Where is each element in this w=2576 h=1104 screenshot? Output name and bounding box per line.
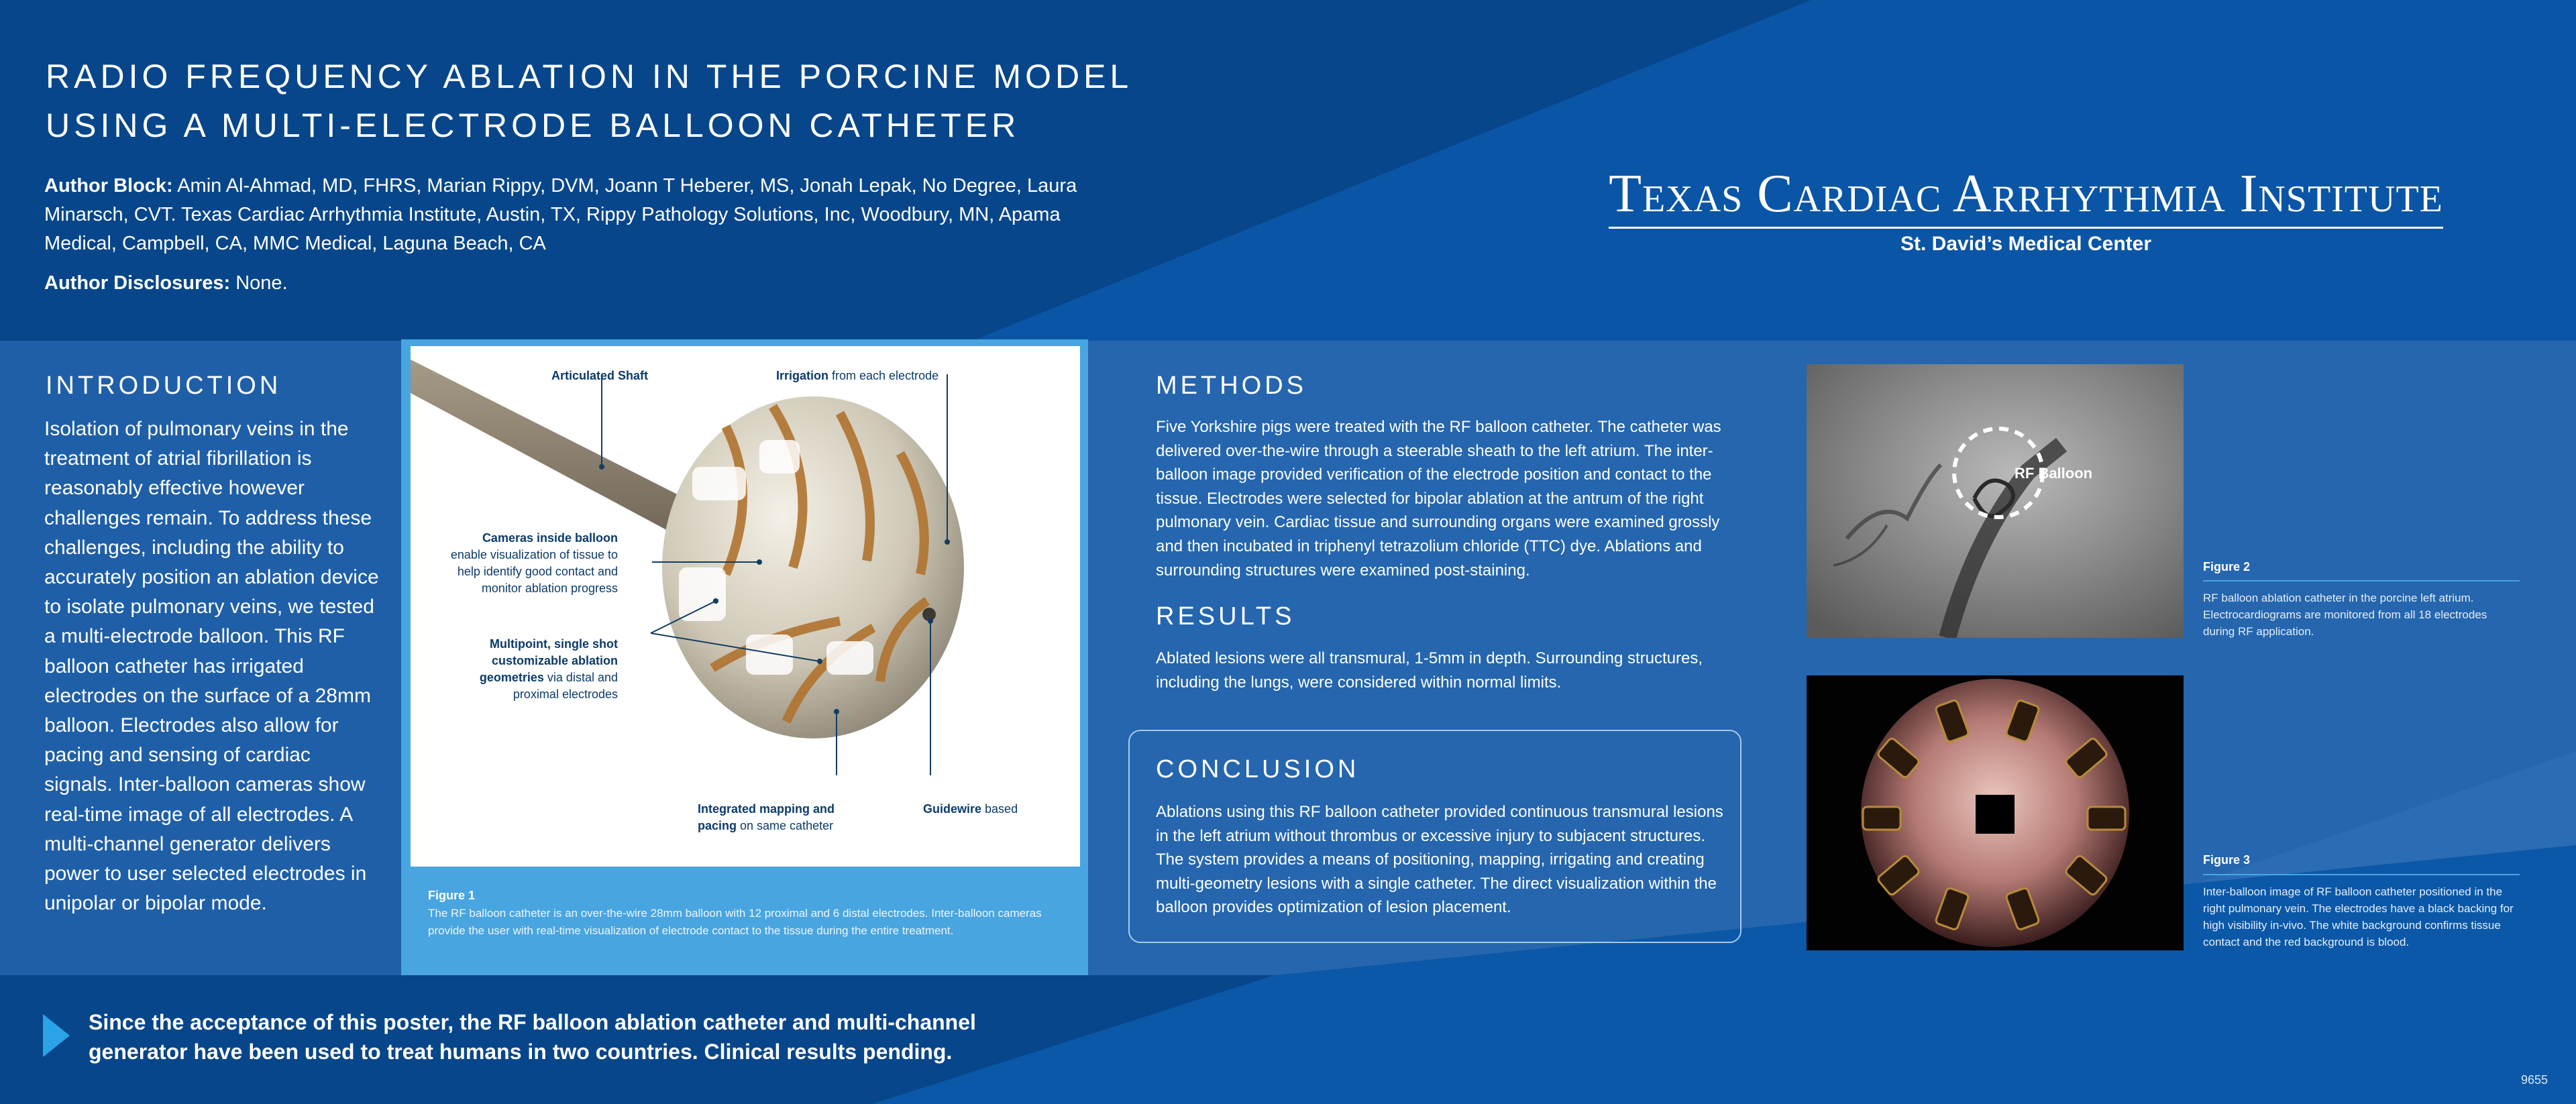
callout-guidewire-bold: Guidewire <box>923 802 982 816</box>
author-disclosures <box>44 269 648 298</box>
author-block-label: Author Block: <box>44 175 173 197</box>
callout-multipoint <box>464 636 618 703</box>
poster-title <box>46 52 1320 150</box>
logo-name: Texas Cardiac Arrhythmia Institute <box>1609 164 2443 229</box>
callout-mapping <box>698 801 859 834</box>
figure-2-rule <box>2203 580 2520 582</box>
author-block-text: Amin Al-Ahmad, MD, FHRS, Marian Rippy, DVM, Joann T Heberer, MS, Jonah Lepak, No Degree, Laura Minarsch, CVT. Texas Cardiac Arrhythmia Institute, Austin, TX, Rippy Pathology Solutions, Inc, Woodbury, MN, Apama Medical, Campbell, CA, MMC Medical, Laguna Beach, CA <box>44 175 1077 254</box>
poster-number: 9655 <box>2521 1073 2548 1087</box>
figure-1-caption: The RF balloon catheter is an over-the-wire 28mm balloon with 12 proximal and 6 distal electrodes. Inter-balloon cameras provide the user with real-time visualization of electrode contact to the tissue during the entire treatment. <box>428 907 1042 937</box>
results-heading: RESULTS <box>1156 602 1295 630</box>
title-line-2: USING A MULTI-ELECTRODE BALLOON CATHETER <box>46 107 1020 144</box>
callout-multipoint-bold: Multipoint, single shot customizable ablation geometries <box>479 637 618 684</box>
callout-cameras <box>441 530 618 597</box>
callout-cameras-rest: enable visualization of tissue to help identify good contact and monitor ablation progress <box>450 548 618 595</box>
callout-mapping-rest: on same catheter <box>737 819 834 832</box>
callout-irrigation-bold: Irrigation <box>776 369 829 382</box>
introduction-body: Isolation of pulmonary veins in the treatment of atrial fibrillation is reasonably effective however challenges remain. To address these challenges, including the ability to accurately position an ablation device to isolate pulmonary veins, we tested a multi-electrode balloon. This RF balloon catheter has irrigated electrodes on the surface of a 28mm balloon. Electrodes also allow for pacing and sensing of cardiac signals. Inter-balloon cameras show real-time image of all electrodes. A multi-channel generator delivers power to user selected electrodes in unipolar or bipolar mode. <box>44 418 379 915</box>
callout-irrigation <box>776 368 938 384</box>
figure-2-title: Figure 2 <box>2203 560 2251 573</box>
footer-note: Since the acceptance of this poster, the RF balloon ablation catheter and multi-channel generator have been used to treat humans in two countries. Clinical results pending. <box>89 1010 976 1064</box>
callout-cameras-bold: Cameras inside balloon <box>482 531 618 545</box>
callout-guidewire <box>923 801 1018 818</box>
methods-body: Five Yorkshire pigs were treated with the RF balloon catheter. The catheter was delivered over-the-wire through a steerable sheath to the left atrium. The inter-balloon image provided verification of the electrode position and contact to the tissue. Electrodes were selected for bipolar ablation at the antrum of the right pulmonary vein. Cardiac tissue and surrounding organs were examined grossly and then incubated in triphenyl tetrazolium chloride (TTC) dye. Ablations and surrounding structures were examined post-staining. <box>1156 418 1721 579</box>
figure-3-image <box>1807 675 2184 950</box>
fluoroscopy-image <box>1807 364 2184 638</box>
callout-irrigation-rest: from each electrode <box>828 369 939 382</box>
introduction-heading: INTRODUCTION <box>46 372 282 400</box>
callout-mapping-bold: Integrated mapping and pacing <box>698 802 835 832</box>
author-disclosures-text: None. <box>235 272 288 294</box>
figure-1-image <box>411 346 1080 867</box>
institute-logo <box>1590 164 2462 256</box>
footer-arrow-icon <box>43 1014 70 1057</box>
logo-subtitle: St. David’s Medical Center <box>1900 233 2151 255</box>
figure-3-rule <box>2203 874 2520 875</box>
inter-balloon-camera-image <box>1807 675 2184 950</box>
conclusion-heading: CONCLUSION <box>1156 755 1360 783</box>
balloon-catheter-illustration <box>411 346 1080 867</box>
author-block <box>44 172 1111 258</box>
author-disclosures-label: Author Disclosures: <box>44 272 231 294</box>
callout-guidewire-rest: based <box>981 802 1018 816</box>
callout-shaft <box>551 368 648 384</box>
conclusion-body: Ablations using this RF balloon catheter provided continuous transmural lesions in the left atrium without thrombus or excessive injury to subjacent structures. The system provides a means of positioning, mapping, irrigating and creating multi-geometry lesions with a single catheter. The direct visualization within the balloon provides optimization of lesion placement. <box>1156 803 1723 917</box>
title-line-1: RADIO FREQUENCY ABLATION IN THE PORCINE MODEL <box>46 58 1133 95</box>
figure-2-caption: RF balloon ablation catheter in the porcine left atrium. Electrocardiograms are monitored from all 18 electrodes during RF application. <box>2203 592 2487 638</box>
figure-3-title: Figure 3 <box>2203 853 2251 867</box>
callout-shaft-text: Articulated Shaft <box>551 369 649 382</box>
methods-heading: METHODS <box>1156 372 1307 400</box>
rf-balloon-label: RF Balloon <box>2015 465 2093 482</box>
figure-2-image <box>1807 364 2184 638</box>
results-body: Ablated lesions were all transmural, 1-5mm in depth. Surrounding structures, including the lungs, were considered within normal limits. <box>1156 649 1703 692</box>
figure-3-caption: Inter-balloon image of RF balloon catheter positioned in the right pulmonary vein. The electrodes have a black backing for high visibility in-vivo. The white background confirms tissue contact and the red background is blood. <box>2203 885 2514 948</box>
figure-1-title: Figure 1 <box>428 889 476 902</box>
callout-multipoint-rest: via distal and proximal electrodes <box>513 671 618 701</box>
